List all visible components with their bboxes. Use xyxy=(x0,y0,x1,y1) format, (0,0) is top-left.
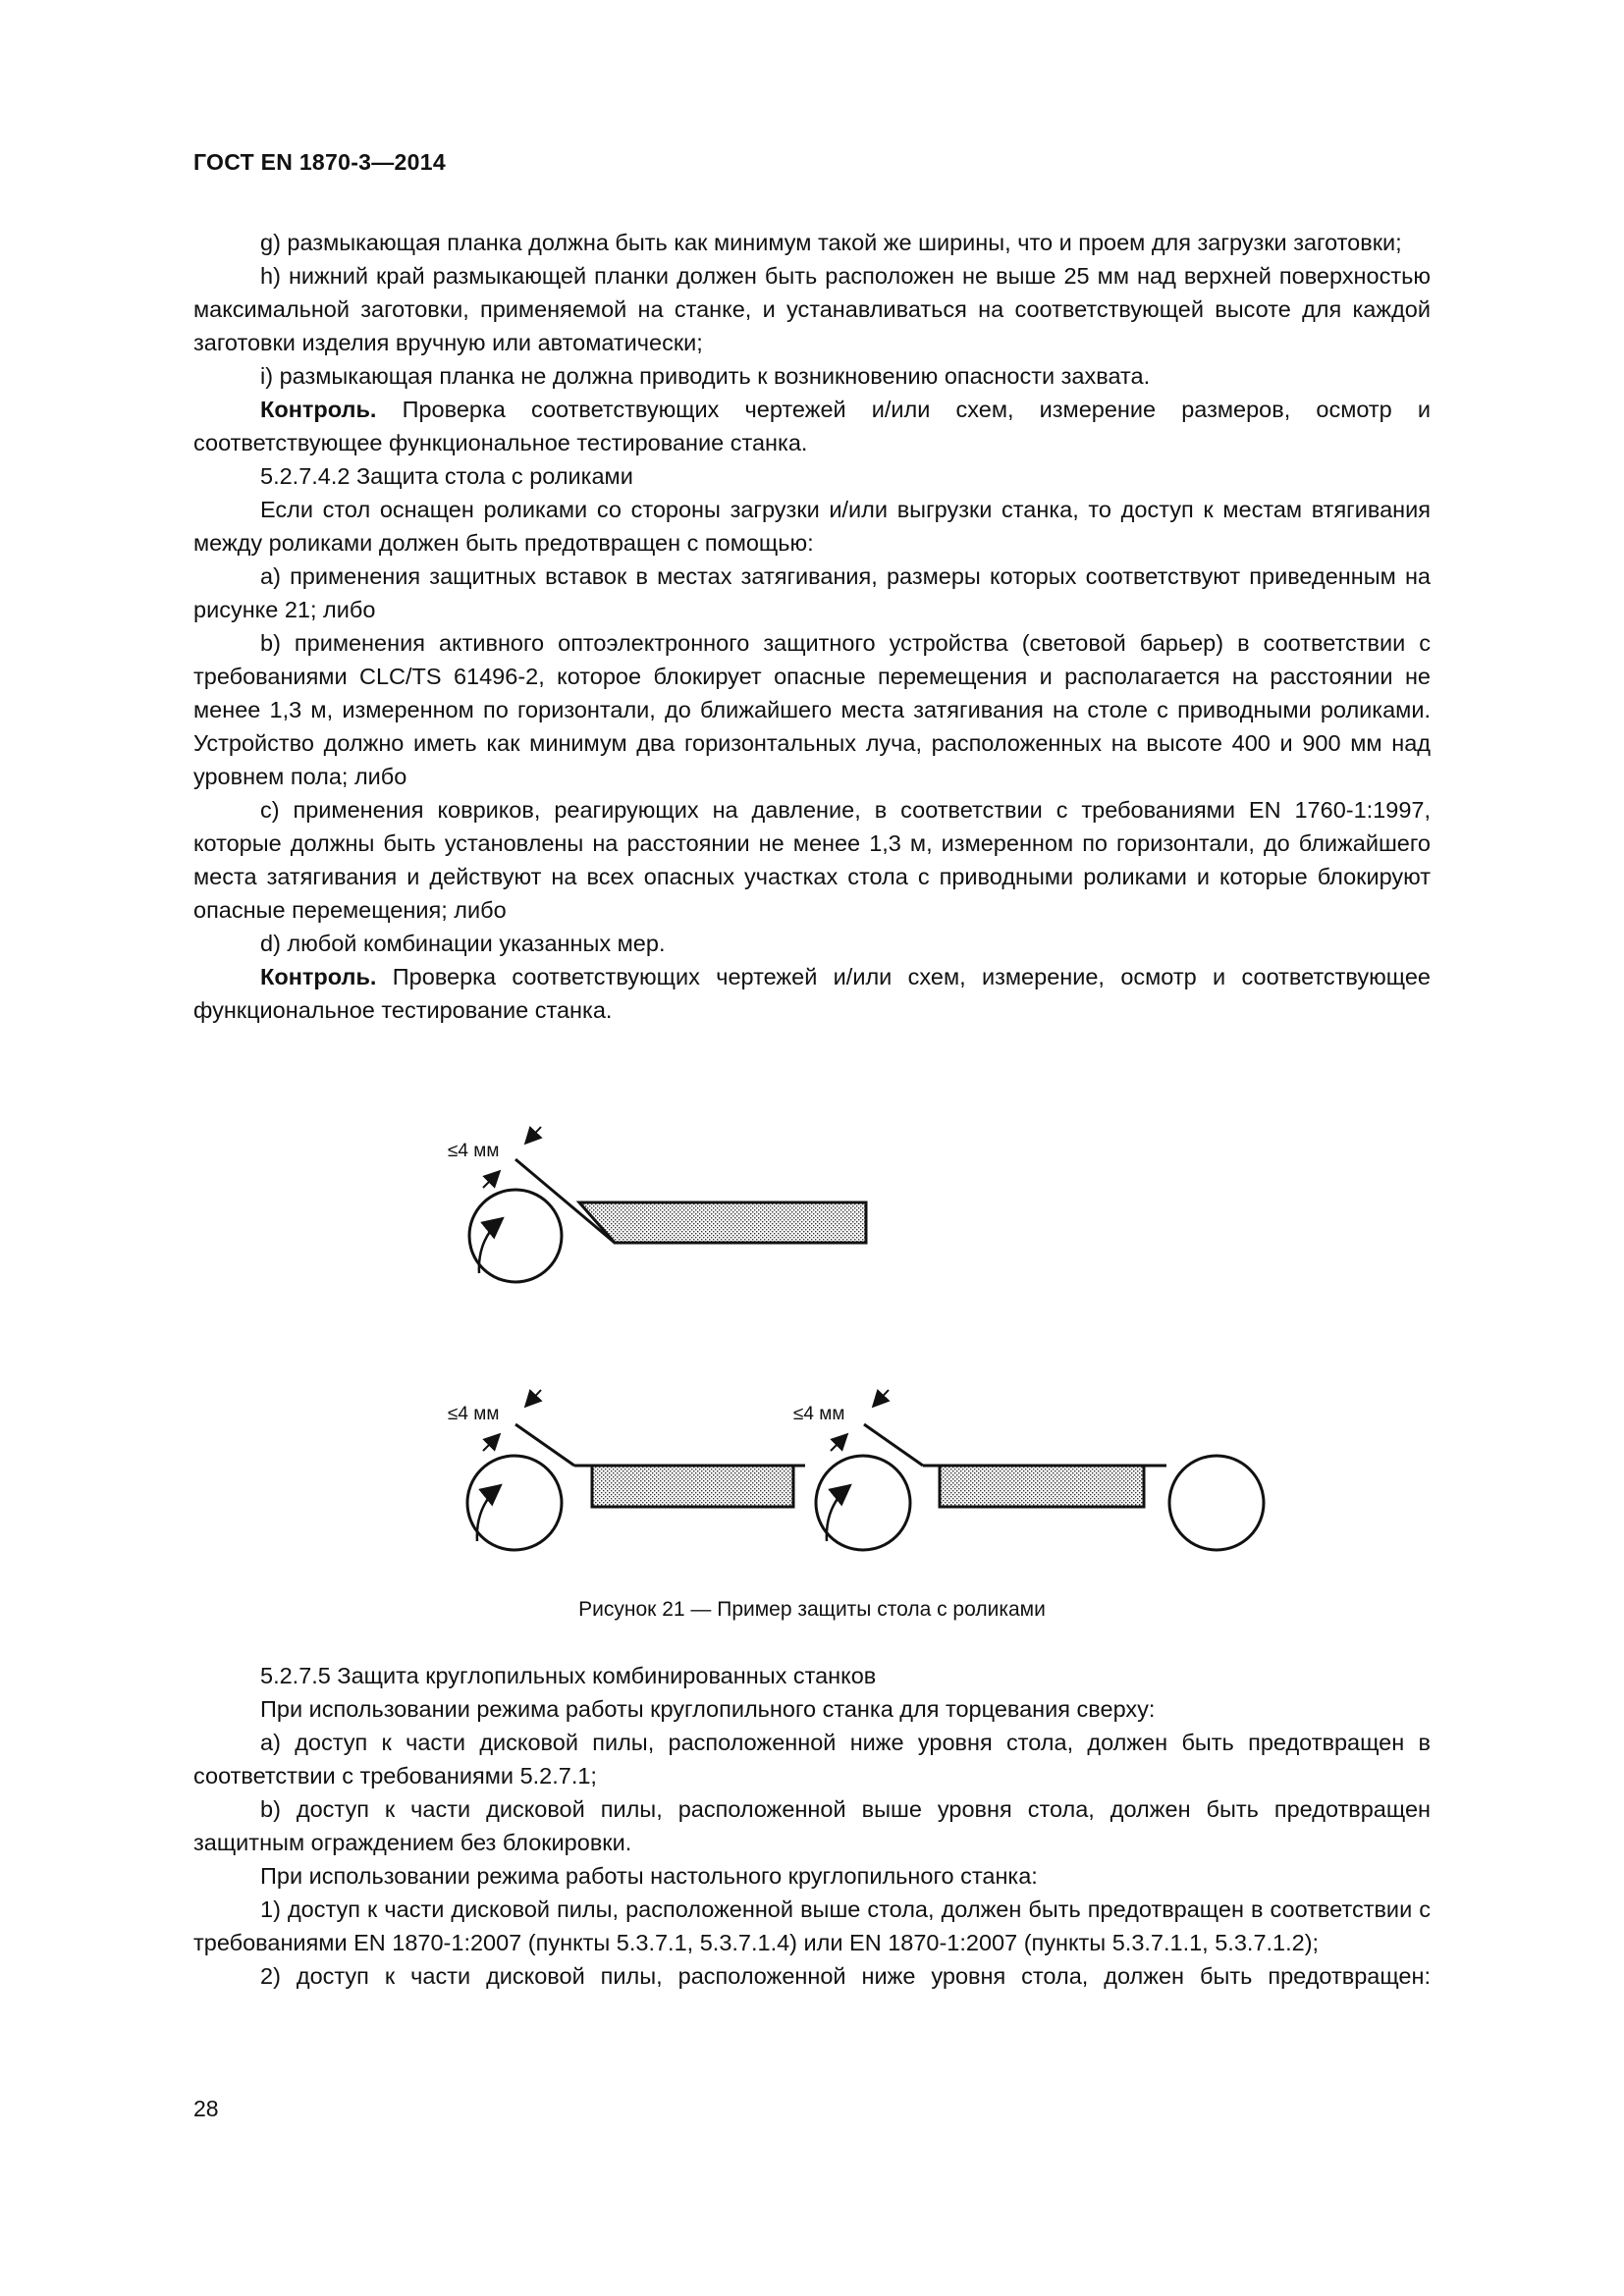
section-heading-5-2-7-5: 5.2.7.5 Защита круглопильных комбинированных станков xyxy=(260,1663,877,1688)
item-h: h) нижний край размыкающей планки должен быть расположен не выше 25 мм над верхней поверхностью максимальной заготовки, применяемой на станке, и устанавливаться на соответствующей высоте для каждой заготовки изделия вручную или автоматически; xyxy=(193,263,1431,355)
body-text-bottom xyxy=(193,1659,1431,1993)
dim-label-bottom-right: ≤4 мм xyxy=(793,1404,845,1424)
item-g: g) размыкающая планка должна быть как минимум такой же ширины, что и проем для загрузки заготовки; xyxy=(260,230,1402,255)
page-number: 28 xyxy=(193,2096,219,2121)
guard-insert-bottom-right xyxy=(940,1466,1144,1507)
roller-top xyxy=(469,1190,562,1282)
body-text-top xyxy=(193,226,1431,1027)
guard-edge-bottom-right xyxy=(864,1424,923,1466)
item-c: c) применения ковриков, реагирующих на давление, в соответствии с требованиями EN 1760-1:1997, которые должны быть установлены на расстоянии не менее 1,3 м, измеренном по горизонтали, до ближайшего места затягивания и действуют на всех опасных участках стола с приводными роликами и которые блокируют опасные перемещения; либо xyxy=(193,797,1431,923)
dim-arrow-br-lower xyxy=(831,1434,847,1451)
crosscut-item-a: a) доступ к части дисковой пилы, расположенной ниже уровня стола, должен быть предотвращен в соответствии с требованиями 5.2.7.1; xyxy=(193,1730,1431,1789)
control-paragraph-1 xyxy=(193,393,1431,459)
guard-insert-top xyxy=(579,1202,866,1243)
crosscut-mode-intro: При использовании режима работы круглопильного станка для торцевания сверху: xyxy=(260,1696,1156,1722)
section-heading-5-2-7-4-2: 5.2.7.4.2 Защита стола с роликами xyxy=(260,463,633,489)
guard-edge-bottom-left xyxy=(515,1424,574,1466)
item-d: d) любой комбинации указанных мер. xyxy=(260,931,666,956)
figure-caption: Рисунок 21 — Пример защиты стола с роликами xyxy=(578,1598,1046,1621)
item-b: b) применения активного оптоэлектронного защитного устройства (световой барьер) в соответствии с требованиями CLC/TS 61496-2, которое блокирует опасные перемещения и располагается на расстоянии не менее 1,3 м, измеренном по горизонтали, до ближайшего места затягивания на столе с приводными роликами. Устройство должно иметь как минимум два горизонтальных луча, расположенных на высоте 400 и 900 мм над уровнем пола; либо xyxy=(193,630,1431,789)
control-label-2: Контроль. xyxy=(260,964,377,989)
roller-bottom-left xyxy=(467,1456,562,1550)
dim-arrow-bl-lower xyxy=(483,1434,500,1451)
guard-edge-top xyxy=(515,1159,615,1243)
control-text-1: Проверка соответствующих чертежей и/или схем, измерение размеров, осмотр и соответствующее функциональное тестирование станка. xyxy=(193,397,1431,455)
dim-arrow-top-lower xyxy=(483,1171,500,1188)
guard-insert-bottom-left xyxy=(592,1466,793,1507)
roller-table-intro: Если стол оснащен роликами со стороны загрузки и/или выгрузки станка, то доступ к местам втягивания между роликами должен быть предотвращен с помощью: xyxy=(193,497,1431,556)
control-text-2: Проверка соответствующих чертежей и/или схем, измерение, осмотр и соответствующее функциональное тестирование станка. xyxy=(193,964,1431,1023)
roller-bottom-middle xyxy=(816,1456,910,1550)
document-header: ГОСТ EN 1870-3—2014 xyxy=(193,149,446,175)
table-saw-mode-intro: При использовании режима работы настольного круглопильного станка: xyxy=(260,1863,1038,1889)
dim-arrow-top-upper xyxy=(525,1127,541,1144)
dim-label-bottom-left: ≤4 мм xyxy=(448,1404,500,1424)
dim-arrow-bl-upper xyxy=(525,1390,541,1407)
table-saw-item-1: 1) доступ к части дисковой пилы, расположенной выше стола, должен быть предотвращен в соответствии с требованиями EN 1870-1:2007 (пункты 5.3.7.1, 5.3.7.1.4) или EN 1870-1:2007 (пункты 5.3.7.1.1, 5.3.7.1.2); xyxy=(193,1896,1431,1955)
table-saw-item-2: 2) доступ к части дисковой пилы, расположенной ниже уровня стола, должен быть предотвращен: xyxy=(260,1963,1431,1989)
control-paragraph-2 xyxy=(193,960,1431,1027)
roller-bottom-right xyxy=(1169,1456,1264,1550)
dim-arrow-br-upper xyxy=(873,1390,889,1407)
crosscut-item-b: b) доступ к части дисковой пилы, расположенной выше уровня стола, должен быть предотвращен защитным ограждением без блокировки. xyxy=(193,1796,1431,1855)
control-label-1: Контроль. xyxy=(260,397,377,422)
item-a: a) применения защитных вставок в местах затягивания, размеры которых соответствуют приведенным на рисунке 21; либо xyxy=(193,563,1431,622)
dim-label-top: ≤4 мм xyxy=(448,1141,500,1161)
item-i: i) размыкающая планка не должна приводить к возникновению опасности захвата. xyxy=(260,363,1151,389)
